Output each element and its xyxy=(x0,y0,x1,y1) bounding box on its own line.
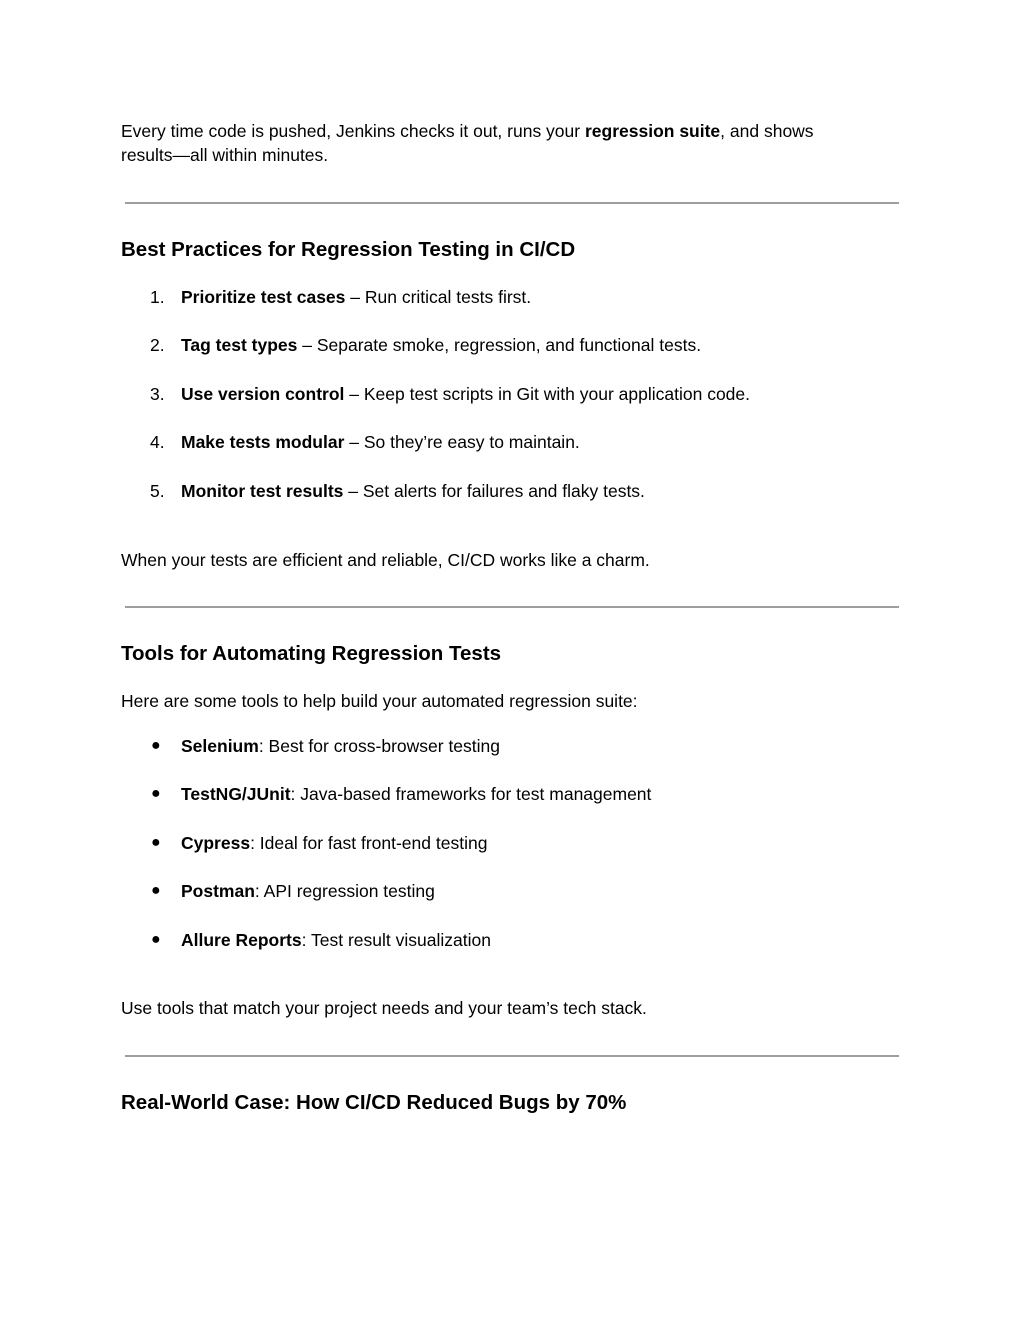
divider-1 xyxy=(125,202,899,204)
bullet-list-item xyxy=(121,734,901,758)
list-item-text: – Run critical tests first. xyxy=(345,287,532,307)
list-item-text: – So they’re easy to maintain. xyxy=(344,432,580,452)
tools-heading: Tools for Automating Regression Tests xyxy=(121,642,502,665)
intro-text-after: , and shows xyxy=(720,121,814,141)
bullet-icon: ● xyxy=(151,882,161,899)
numbered-list-item xyxy=(121,430,901,454)
best-practices-heading: Best Practices for Regression Testing in CI/CD xyxy=(121,238,576,261)
divider-3 xyxy=(125,1055,899,1057)
list-item-bold: Postman xyxy=(181,881,255,901)
list-item-bold: Make tests modular xyxy=(181,432,345,452)
list-item-text: : Best for cross-browser testing xyxy=(258,736,501,756)
list-number: 4. xyxy=(150,432,165,452)
list-item-text: : API regression testing xyxy=(254,881,435,901)
list-number: 2. xyxy=(150,335,165,355)
divider-2 xyxy=(125,606,899,608)
numbered-list-item xyxy=(121,333,901,357)
bullet-icon: ● xyxy=(151,737,161,754)
list-item-bold: Monitor test results xyxy=(181,481,344,501)
list-item-text: – Separate smoke, regression, and functional tests. xyxy=(297,335,702,355)
list-number: 3. xyxy=(150,384,165,404)
numbered-list-item xyxy=(121,382,901,406)
intro-paragraph xyxy=(121,119,901,167)
numbered-list-item xyxy=(121,285,901,309)
bullet-list-item xyxy=(121,928,901,952)
intro-text-line2: results—all within minutes. xyxy=(121,145,329,165)
list-item-bold: Selenium xyxy=(181,736,259,756)
list-number: 1. xyxy=(150,287,165,307)
bullet-list-item xyxy=(121,831,901,855)
list-item-bold: Tag test types xyxy=(181,335,298,355)
list-number: 5. xyxy=(150,481,165,501)
list-item-bold: TestNG/JUnit xyxy=(181,784,291,804)
best-practices-closing: When your tests are efficient and reliable, CI/CD works like a charm. xyxy=(121,550,650,570)
tools-intro: Here are some tools to help build your automated regression suite: xyxy=(121,691,638,711)
tools-closing: Use tools that match your project needs and your team’s tech stack. xyxy=(121,998,647,1018)
list-item-bold: Prioritize test cases xyxy=(181,287,346,307)
list-item-text: : Test result visualization xyxy=(301,930,491,950)
intro-text-before: Every time code is pushed, Jenkins checks it out, runs your xyxy=(121,121,585,141)
numbered-list-item xyxy=(121,479,901,503)
bullet-list-item xyxy=(121,879,901,903)
list-item-text: – Keep test scripts in Git with your application code. xyxy=(344,384,751,404)
intro-bold-text: regression suite xyxy=(584,121,721,141)
list-item-bold: Use version control xyxy=(181,384,345,404)
list-item-bold: Allure Reports xyxy=(181,930,302,950)
list-item-text: – Set alerts for failures and flaky tests. xyxy=(343,481,645,501)
case-heading: Real-World Case: How CI/CD Reduced Bugs by 70% xyxy=(121,1091,627,1114)
list-item-text: : Java-based frameworks for test management xyxy=(290,784,652,804)
bullet-list-item xyxy=(121,782,901,806)
bullet-icon: ● xyxy=(151,931,161,948)
list-item-bold: Cypress xyxy=(181,833,251,853)
bullet-icon: ● xyxy=(151,785,161,802)
list-item-text: : Ideal for fast front-end testing xyxy=(250,833,488,853)
bullet-icon: ● xyxy=(151,834,161,851)
